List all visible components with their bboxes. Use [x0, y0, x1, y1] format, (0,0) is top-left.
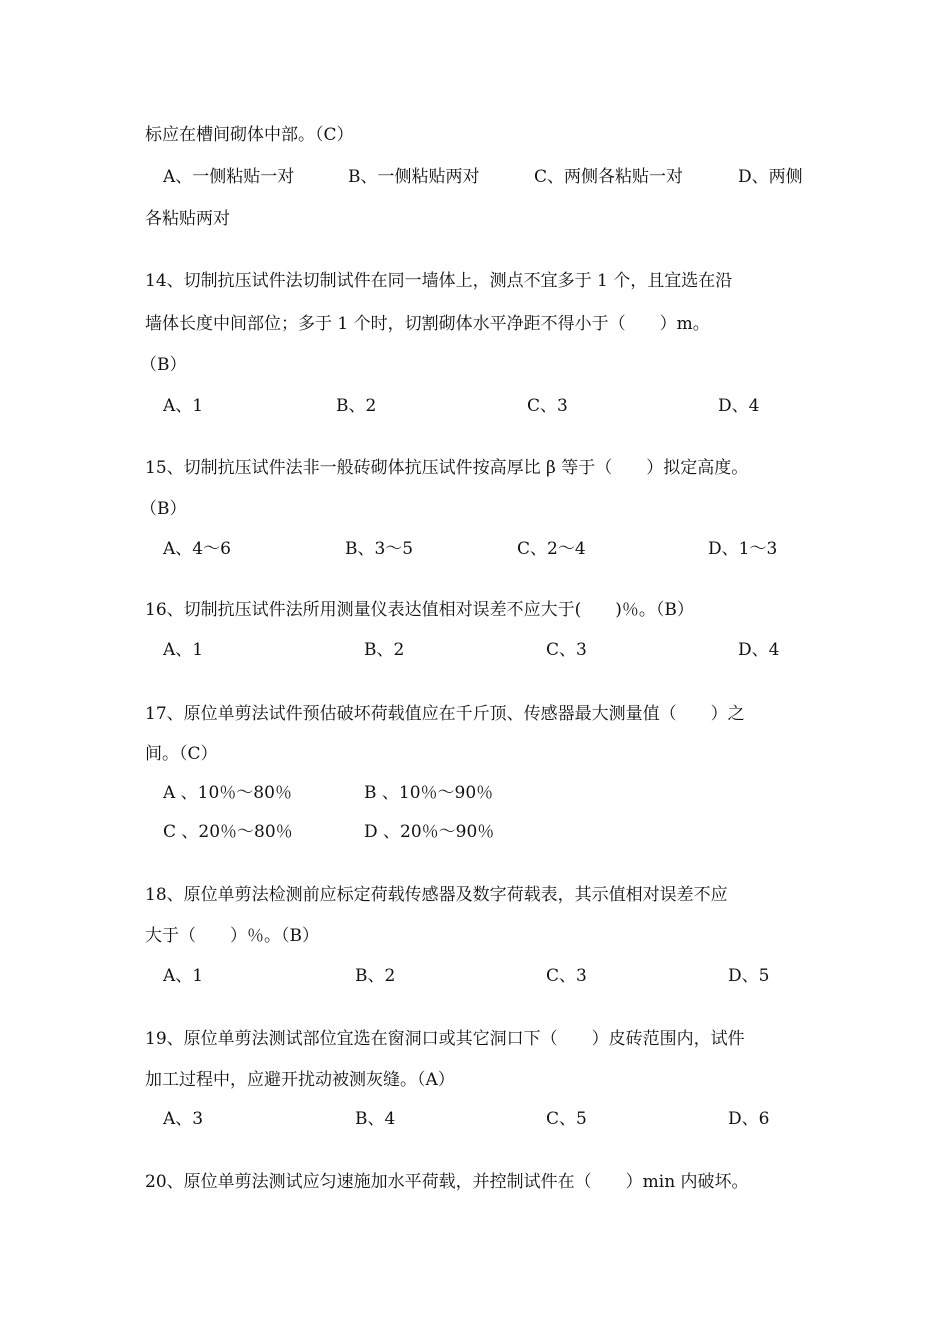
q14-answer: （B） [140, 355, 187, 375]
q20-line-1: 20、原位单剪法测试应匀速施加水平荷载，并控制试件在（ ）min 内破坏。 [145, 1172, 749, 1192]
q17-line-2: 间。（C） [145, 744, 218, 764]
q17-option-c: C 、20％～80％ [163, 822, 293, 842]
q15-answer: （B） [140, 499, 187, 519]
q13-tail: 标应在槽间砌体中部。（C） [145, 125, 354, 145]
q13-option-b: B、一侧粘贴两对 [348, 167, 480, 187]
q19-line-2: 加工过程中，应避开扰动被测灰缝。（A） [145, 1070, 455, 1090]
q17-option-b: B 、10％～90％ [364, 783, 494, 803]
q16-option-b: B、2 [364, 640, 405, 660]
q14-line-1: 14、切制抗压试件法切制试件在同一墙体上，测点不宜多于 1 个，且宜选在沿 [145, 271, 733, 291]
q17-option-a: A 、10％～80％ [163, 783, 292, 803]
q14-option-a: A、1 [163, 396, 204, 416]
q16-line-1: 16、切制抗压试件法所用测量仪表达值相对误差不应大于( )％。（B） [145, 600, 694, 620]
q19-option-a: A、3 [163, 1109, 204, 1129]
q13-option-wrap: 各粘贴两对 [145, 209, 230, 229]
q18-option-a: A、1 [163, 966, 204, 986]
q18-line-2: 大于（ ）％。（B） [145, 926, 319, 946]
q15-option-c: C、2～4 [517, 539, 586, 559]
q16-option-a: A、1 [163, 640, 204, 660]
q14-option-b: B、2 [336, 396, 377, 416]
q14-option-c: C、3 [527, 396, 568, 416]
q17-option-d: D 、20％～90％ [364, 822, 495, 842]
q19-option-d: D、6 [728, 1109, 770, 1129]
q13-option-c: C、两侧各粘贴一对 [534, 167, 684, 187]
q16-option-d: D、4 [738, 640, 780, 660]
q14-option-d: D、4 [718, 396, 760, 416]
q19-option-b: B、4 [355, 1109, 396, 1129]
q16-option-c: C、3 [546, 640, 587, 660]
q18-option-b: B、2 [355, 966, 396, 986]
q14-line-2: 墙体长度中间部位；多于 1 个时，切割砌体水平净距不得小于（ ）m。 [145, 314, 710, 334]
q17-line-1: 17、原位单剪法试件预估破坏荷载值应在千斤顶、传感器最大测量值（ ）之 [145, 704, 745, 724]
q18-option-d: D、5 [728, 966, 770, 986]
q18-option-c: C、3 [546, 966, 587, 986]
q19-line-1: 19、原位单剪法测试部位宜选在窗洞口或其它洞口下（ ）皮砖范围内，试件 [145, 1029, 745, 1049]
q15-line-1: 15、切制抗压试件法非一般砖砌体抗压试件按高厚比 β 等于（ ）拟定高度。 [145, 458, 749, 478]
q19-option-c: C、5 [546, 1109, 587, 1129]
q18-line-1: 18、原位单剪法检测前应标定荷载传感器及数字荷载表，其示值相对误差不应 [145, 885, 728, 905]
q15-option-a: A、4～6 [163, 539, 231, 559]
q15-option-b: B、3～5 [345, 539, 414, 559]
q13-option-d: D、两侧 [738, 167, 803, 187]
q13-option-a: A、一侧粘贴一对 [163, 167, 295, 187]
q15-option-d: D、1～3 [708, 539, 778, 559]
